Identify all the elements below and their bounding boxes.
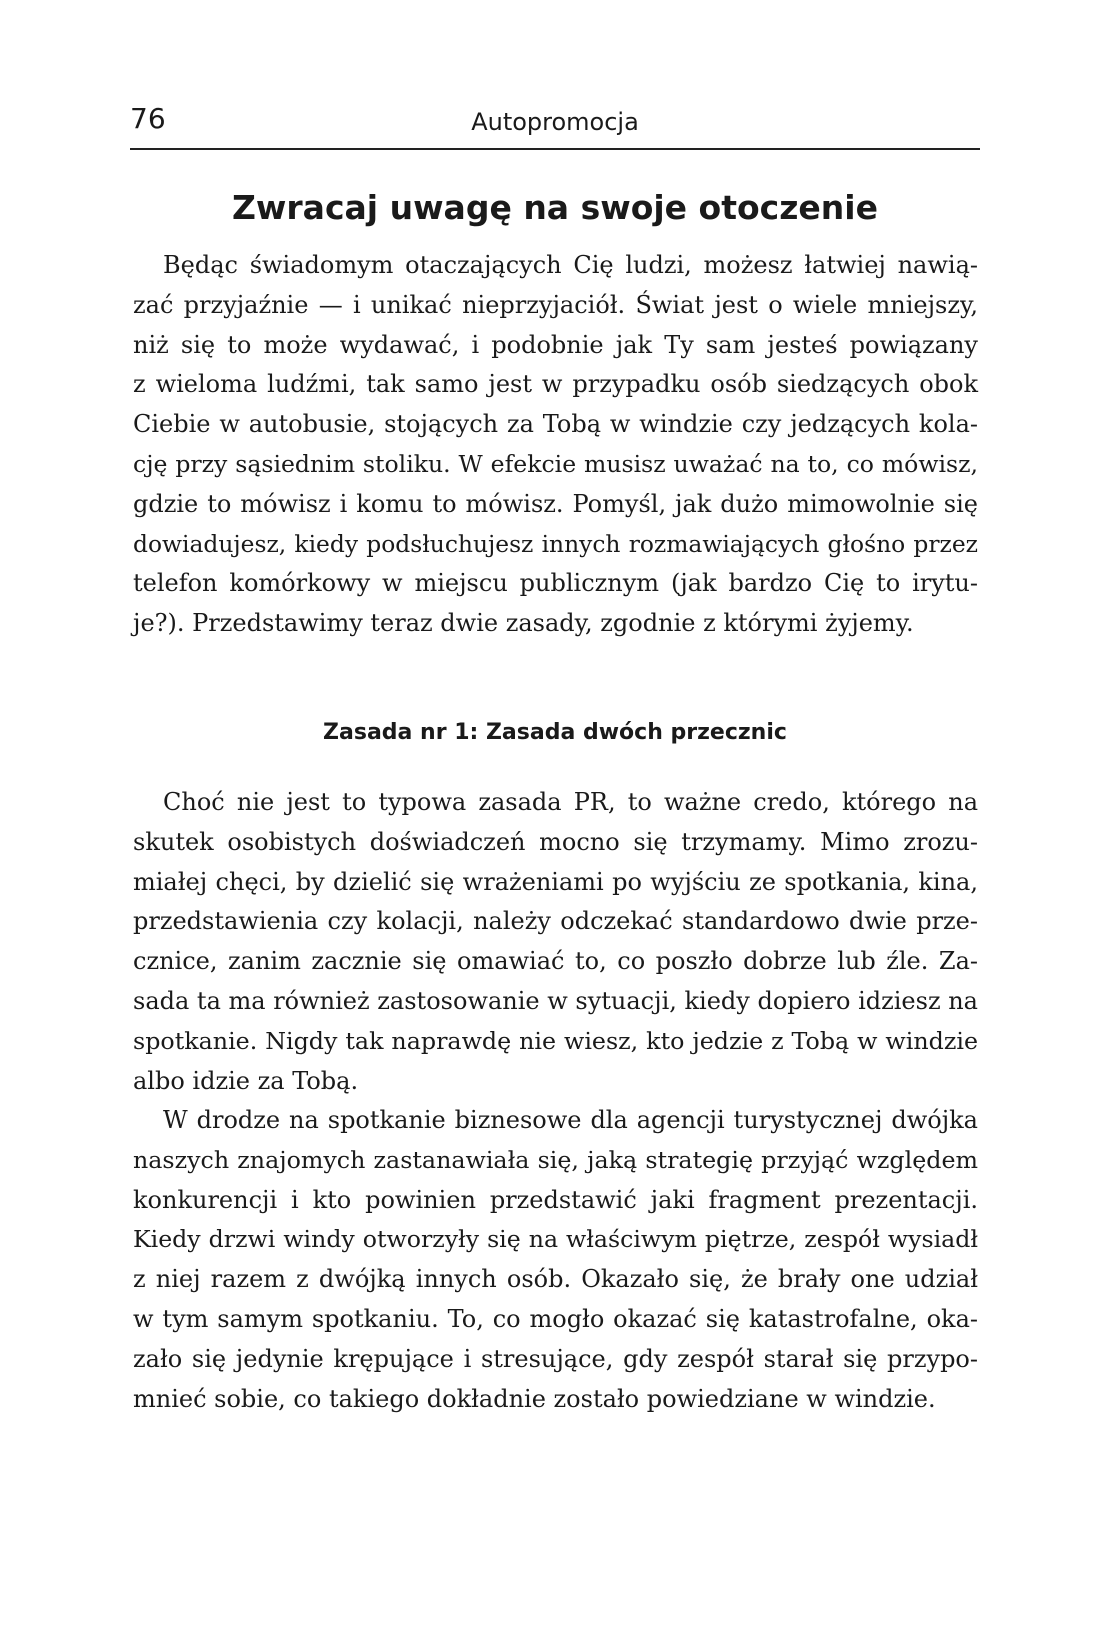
paragraph-line: Kiedy drzwi windy otworzyły się na właściwym piętrze, zespół wysiadł xyxy=(133,1225,978,1254)
paragraph-line: konkurencji i kto powinien przedstawić jaki fragment prezentacji. xyxy=(133,1185,978,1214)
paragraph-line: miałej chęci, by dzielić się wrażeniami po wyjściu ze spotkania, kina, xyxy=(133,867,978,896)
paragraph-line: albo idzie za Tobą. xyxy=(133,1066,359,1095)
running-title: Autopromocja xyxy=(471,108,639,136)
paragraph-line: z niej razem z dwójką innych osób. Okazało się, że brały one udział xyxy=(133,1265,978,1294)
paragraph-line: Choć nie jest to typowa zasada PR, to ważne credo, którego na xyxy=(163,788,978,816)
paragraph-line: sada ta ma również zastosowanie w sytuacji, kiedy dopiero idziesz na xyxy=(133,986,978,1015)
paragraph-line: je?). Przedstawimy teraz dwie zasady, zgodnie z którymi żyjemy. xyxy=(133,609,914,638)
paragraph-line: Ciebie w autobusie, stojących za Tobą w windzie czy jedzących kola- xyxy=(133,410,978,439)
paragraph-line: naszych znajomych zastanawiała się, jaką strategię przyjąć względem xyxy=(133,1145,978,1174)
paragraph-line: telefon komórkowy w miejscu publicznym (jak bardzo Cię to irytu- xyxy=(133,569,978,598)
paragraph-line: z wieloma ludźmi, tak samo jest w przypadku osób siedzących obok xyxy=(133,370,978,399)
paragraph-line: w tym samym spotkaniu. To, co mogło okazać się katastrofalne, oka- xyxy=(133,1304,978,1333)
paragraph-line: cję przy sąsiednim stoliku. W efekcie musisz uważać na to, co mówisz, xyxy=(133,449,978,478)
chapter-title: Zwracaj uwagę na swoje otoczenie xyxy=(231,188,878,227)
paragraph-line: cznice, zanim zacznie się omawiać to, co poszło dobrze lub źle. Za- xyxy=(133,947,978,976)
paragraph-line: W drodze na spotkanie biznesowe dla agencji turystycznej dwójka xyxy=(163,1106,978,1134)
paragraph-line: gdzie to mówisz i komu to mówisz. Pomyśl, jak dużo mimowolnie się xyxy=(133,489,978,518)
section-heading: Zasada nr 1: Zasada dwóch przecznic xyxy=(323,720,787,745)
running-header xyxy=(130,100,980,150)
paragraph-line: przedstawienia czy kolacji, należy odczekać standardowo dwie prze- xyxy=(133,907,978,936)
paragraph-line: Będąc świadomym otaczających Cię ludzi, możesz łatwiej nawią- xyxy=(163,251,978,279)
paragraph-line: skutek osobistych doświadczeń mocno się trzymamy. Mimo zrozu- xyxy=(133,827,978,856)
paragraph-line: niż się to może wydawać, i podobnie jak Ty sam jesteś powiązany xyxy=(133,330,978,359)
paragraph-1 xyxy=(133,246,978,644)
paragraph-line: spotkanie. Nigdy tak naprawdę nie wiesz, kto jedzie z Tobą w windzie xyxy=(133,1026,978,1055)
paragraph-line: zało się jedynie krępujące i stresujące, gdy zespół starał się przypo- xyxy=(133,1344,978,1373)
paragraph-2 xyxy=(133,783,978,1101)
paragraph-line: zać przyjaźnie — i unikać nieprzyjaciół. Świat jest o wiele mniejszy, xyxy=(133,290,978,319)
paragraph-line: mnieć sobie, co takiego dokładnie zostało powiedziane w windzie. xyxy=(133,1384,936,1413)
paragraph-line: dowiadujesz, kiedy podsłuchujesz innych rozmawiających głośno przez xyxy=(133,529,978,558)
page-number: 76 xyxy=(130,102,166,135)
paragraph-3 xyxy=(133,1101,978,1419)
